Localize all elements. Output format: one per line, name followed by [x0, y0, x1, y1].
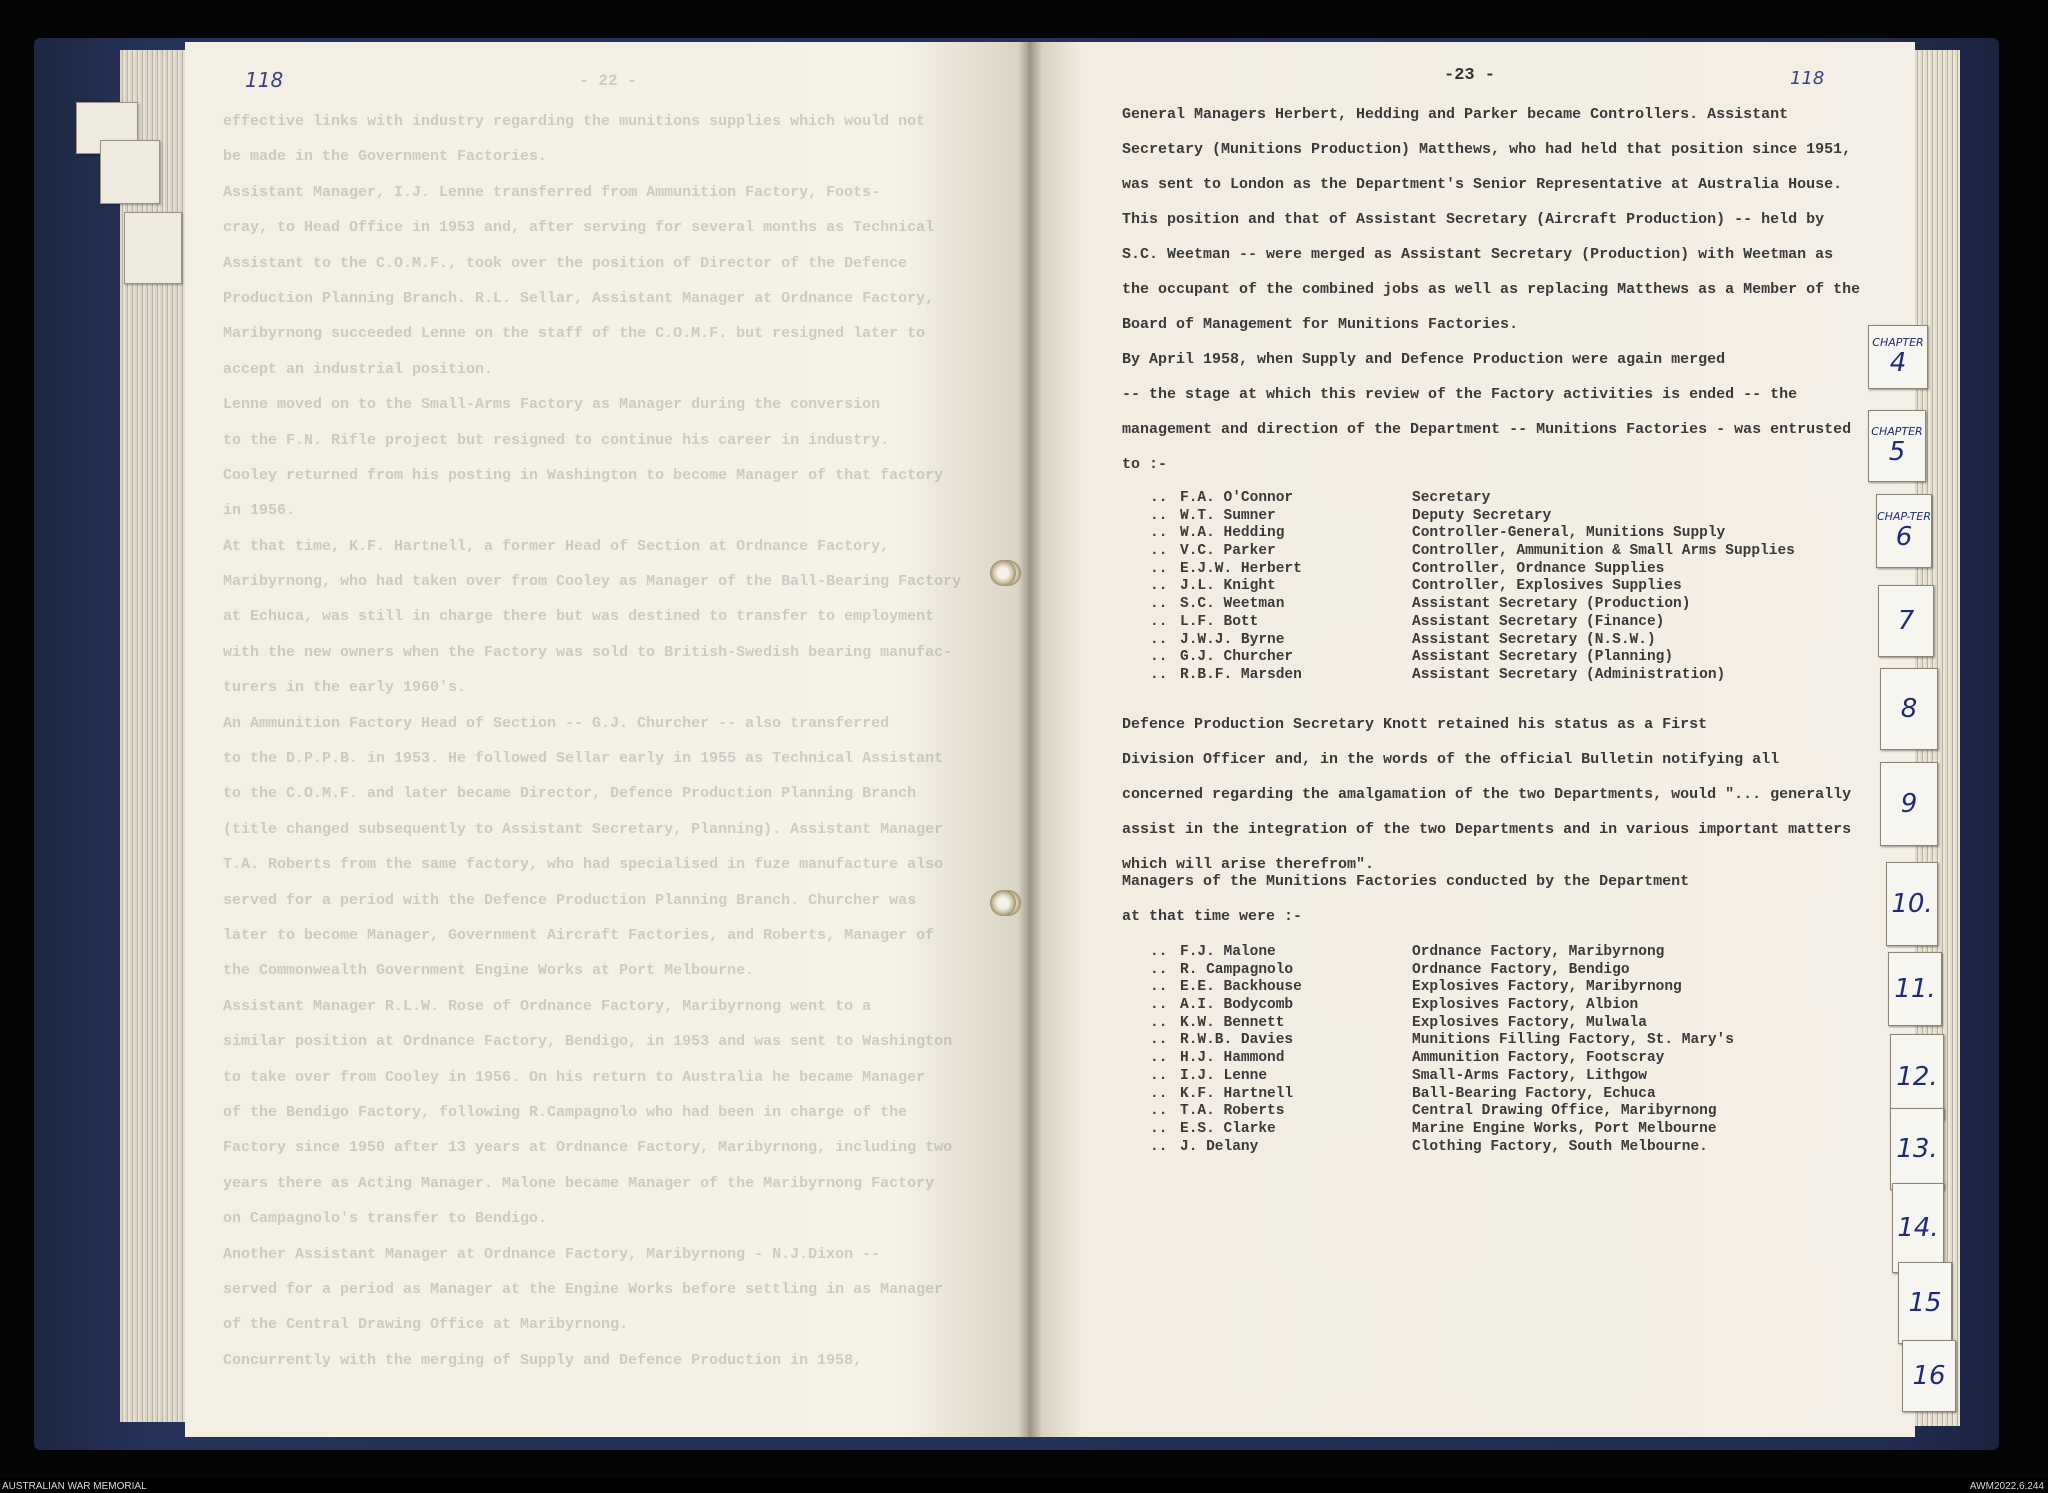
- list-item-name: I.J. Lenne: [1180, 1067, 1268, 1084]
- list-item-role: Assistant Secretary (Planning): [1412, 649, 1674, 666]
- chapter-tab-number: 13.: [1896, 1134, 1938, 1164]
- text-line: Defence Production Secretary Knott retained his status as a First: [1122, 716, 1708, 733]
- chapter-tab-number: 7: [1897, 606, 1915, 636]
- left-text-line: Maribyrnong, who had taken over from Cooley as Manager of the Ball-Bearing Factory: [223, 573, 962, 591]
- list-item-role: Explosives Factory, Mulwala: [1412, 1014, 1647, 1031]
- chapter-tab[interactable]: [1890, 1108, 1944, 1190]
- left-text-line: to take over from Cooley in 1956. On his return to Australia he became Manager: [223, 1068, 926, 1086]
- list-item-name: R.B.F. Marsden: [1180, 666, 1302, 683]
- list-item-role: Secretary: [1412, 490, 1491, 506]
- left-text-line: later to become Manager, Government Aircraft Factories, and Roberts, Manager of: [223, 926, 935, 944]
- list-item-dots: ..: [1150, 507, 1168, 524]
- list-item-name: J. Delany: [1180, 1138, 1259, 1155]
- chapter-tab[interactable]: [1898, 1262, 1952, 1344]
- chapter-tab-label: CHAPTER: [1871, 424, 1923, 438]
- list-item-role: Munitions Filling Factory, St. Mary's: [1412, 1032, 1734, 1049]
- left-text-line: in 1956.: [223, 502, 296, 520]
- list-item-name: R. Campagnolo: [1180, 961, 1294, 978]
- left-page: [185, 42, 1028, 1437]
- list-item-name: J.L. Knight: [1180, 578, 1276, 595]
- list-item-dots: ..: [1150, 596, 1168, 613]
- left-text-line: Concurrently with the merging of Supply and Defence Production in 1958,: [223, 1351, 863, 1369]
- list-item-role: Deputy Secretary: [1412, 507, 1552, 524]
- list-item-dots: ..: [1150, 944, 1168, 960]
- list-item-name: T.A. Roberts: [1180, 1103, 1285, 1120]
- list-item-dots: ..: [1150, 1085, 1168, 1102]
- list-item-dots: ..: [1150, 613, 1168, 630]
- left-page-text: [223, 72, 993, 1378]
- list-item-dots: ..: [1150, 1138, 1168, 1155]
- left-text-line: (title changed subsequently to Assistant Secretary, Planning). Assistant Manager: [223, 820, 944, 838]
- list-item-name: F.J. Malone: [1180, 944, 1276, 960]
- left-text-line: to the C.O.M.F. and later became Director, Defence Production Planning Branch: [223, 785, 917, 803]
- left-text-line: Production Planning Branch. R.L. Sellar, Assistant Manager at Ordnance Factory,: [223, 289, 935, 307]
- list-item-role: Small-Arms Factory, Lithgow: [1412, 1067, 1647, 1084]
- list-item-role: Ordnance Factory, Maribyrnong: [1412, 944, 1665, 960]
- right-page-number: -23 -: [1444, 66, 1496, 85]
- text-line: Secretary (Munitions Production) Matthews, who had held that position since 1951,: [1122, 141, 1852, 158]
- paragraph-2: [1122, 342, 1902, 482]
- footer-accession: AWM2022.6.244: [1969, 1481, 2044, 1492]
- list-item-name: H.J. Hammond: [1180, 1050, 1285, 1067]
- list-item-name: L.F. Bott: [1180, 613, 1259, 630]
- left-text-line: at Echuca, was still in charge there but was destined to transfer to employment: [223, 608, 935, 626]
- list-item-dots: ..: [1150, 979, 1168, 996]
- text-line: This position and that of Assistant Secretary (Aircraft Production) -- held by: [1122, 211, 1825, 228]
- left-text-line: turers in the early 1960's.: [223, 679, 467, 697]
- text-line: concerned regarding the amalgamation of the two Departments, would "... generally: [1122, 786, 1852, 803]
- left-page-number: - 22 -: [579, 72, 637, 90]
- left-text-line: served for a period as Manager at the Engine Works before settling in as Manager: [223, 1280, 944, 1298]
- left-text-line: effective links with industry regarding the munitions supplies which would not: [223, 113, 926, 130]
- list-item-name: E.E. Backhouse: [1180, 979, 1302, 996]
- right-page: [1028, 42, 1915, 1437]
- text-line: -- the stage at which this review of the Factory activities is ended -- the: [1122, 386, 1798, 403]
- left-text-line: to the D.P.P.B. in 1953. He followed Sellar early in 1955 as Technical Assistant: [223, 750, 944, 768]
- left-text-line: Assistant to the C.O.M.F., took over the position of Director of the Defence: [223, 254, 908, 272]
- chapter-tab-number: 16: [1912, 1361, 1946, 1391]
- list-item-role: Assistant Secretary (Finance): [1412, 613, 1665, 630]
- list-item-name: E.J.W. Herbert: [1180, 560, 1302, 577]
- text-line: the occupant of the combined jobs as well as replacing Matthews as a Member of the: [1122, 281, 1861, 298]
- chapter-tab-label: CHAPTER: [1872, 335, 1924, 349]
- left-text-line: years there as Acting Manager. Malone became Manager of the Maribyrnong Factory: [223, 1174, 935, 1192]
- left-text-line: Maribyrnong succeeded Lenne on the staff of the C.O.M.F. but resigned later to: [223, 325, 926, 343]
- left-text-line: Assistant Manager R.L.W. Rose of Ordnance Factory, Maribyrnong went to a: [223, 997, 872, 1015]
- chapter-tab[interactable]: [1876, 494, 1932, 568]
- list-item-role: Explosives Factory, Albion: [1412, 997, 1639, 1014]
- list-item-role: Clothing Factory, South Melbourne.: [1412, 1138, 1708, 1155]
- chapter-tab-number: 14.: [1897, 1213, 1939, 1243]
- list-item-name: K.F. Hartnell: [1180, 1085, 1294, 1102]
- list-item-dots: ..: [1150, 666, 1168, 683]
- text-line: which will arise therefrom".: [1122, 856, 1375, 873]
- text-line: management and direction of the Department -- Munitions Factories - was entrusted: [1122, 421, 1852, 438]
- list-item-name: W.A. Hedding: [1180, 525, 1285, 542]
- paragraph-1: [1122, 97, 1902, 342]
- text-line: S.C. Weetman -- were merged as Assistant Secretary (Production) with Weetman as: [1122, 246, 1834, 263]
- list-item-dots: ..: [1150, 578, 1168, 595]
- paragraph-4: [1122, 864, 1902, 934]
- list-item-dots: ..: [1150, 560, 1168, 577]
- list-item-role: Assistant Secretary (Administration): [1412, 666, 1726, 683]
- list-item-dots: ..: [1150, 1067, 1168, 1084]
- text-line: at that time were :-: [1122, 908, 1303, 925]
- left-text-line: with the new owners when the Factory was sold to British-Swedish bearing manufac-: [223, 643, 953, 661]
- list-item-role: Assistant Secretary (Production): [1412, 596, 1691, 613]
- chapter-tab[interactable]: [1868, 410, 1926, 482]
- text-line: was sent to London as the Department's Senior Representative at Australia House.: [1122, 176, 1843, 193]
- left-text-line: be made in the Government Factories.: [223, 148, 548, 166]
- list-item-role: Assistant Secretary (N.S.W.): [1412, 631, 1656, 648]
- binder-hole: [990, 890, 1016, 916]
- list-item-name: A.I. Bodycomb: [1180, 997, 1294, 1014]
- chapter-tab-label: CHAP-TER: [1877, 509, 1931, 523]
- left-margin-mark: 118: [245, 68, 284, 92]
- list-item-dots: ..: [1150, 1050, 1168, 1067]
- book-gutter: [1018, 42, 1042, 1437]
- text-line: General Managers Herbert, Hedding and Parker became Controllers. Assistant: [1122, 106, 1789, 123]
- list-item-dots: ..: [1150, 1120, 1168, 1137]
- list-item-role: Explosives Factory, Maribyrnong: [1412, 979, 1682, 996]
- binder-hole: [990, 560, 1016, 586]
- left-text-line: Assistant Manager, I.J. Lenne transferred from Ammunition Factory, Foots-: [223, 183, 881, 201]
- chapter-tab[interactable]: [1880, 762, 1938, 846]
- chapter-tab[interactable]: [1878, 585, 1934, 657]
- list-item-name: G.J. Churcher: [1180, 649, 1294, 666]
- list-item-role: Central Drawing Office, Maribyrnong: [1412, 1103, 1717, 1120]
- chapter-tab-number: 8: [1900, 694, 1918, 724]
- left-text-line: of the Bendigo Factory, following R.Campagnolo who had been in charge of the: [223, 1103, 908, 1121]
- left-text-line: Another Assistant Manager at Ordnance Factory, Maribyrnong - N.J.Dixon --: [223, 1245, 881, 1263]
- left-text-line: similar position at Ordnance Factory, Bendigo, in 1953 and was sent to Washington: [223, 1033, 953, 1051]
- list-item-name: K.W. Bennett: [1180, 1014, 1285, 1031]
- chapter-tab[interactable]: [1868, 325, 1928, 389]
- chapter-tab[interactable]: [1888, 952, 1942, 1026]
- left-text-line: An Ammunition Factory Head of Section -- G.J. Churcher -- also transferred: [223, 714, 890, 732]
- list-item-dots: ..: [1150, 525, 1168, 542]
- text-line: Division Officer and, in the words of the official Bulletin notifying all: [1122, 751, 1780, 768]
- list-item-dots: ..: [1150, 490, 1168, 506]
- left-text-line: T.A. Roberts from the same factory, who had specialised in fuze manufacture also: [223, 856, 944, 874]
- list-item-dots: ..: [1150, 997, 1168, 1014]
- list-item-role: Controller, Ordnance Supplies: [1412, 560, 1665, 577]
- chapter-tab-number: 9: [1900, 789, 1918, 819]
- list-item-role: Ordnance Factory, Bendigo: [1412, 961, 1630, 978]
- left-text-line: cray, to Head Office in 1953 and, after serving for several months as Technical: [223, 219, 935, 237]
- left-text-line: on Campagnolo's transfer to Bendigo.: [223, 1210, 548, 1228]
- text-line: By April 1958, when Supply and Defence Production were again merged: [1122, 351, 1726, 368]
- list-item-dots: ..: [1150, 1103, 1168, 1120]
- list-item-dots: ..: [1150, 631, 1168, 648]
- left-index-tab: [100, 140, 160, 204]
- left-text-line: served for a period with the Defence Production Planning Branch. Churcher was: [223, 891, 917, 909]
- list-item-name: V.C. Parker: [1180, 543, 1276, 560]
- text-line: assist in the integration of the two Departments and in various important matters: [1122, 821, 1852, 838]
- list-item-name: E.S. Clarke: [1180, 1120, 1276, 1137]
- chapter-tab-number: 6: [1895, 521, 1913, 552]
- chapter-tab-number: 4: [1889, 347, 1907, 378]
- list-item-role: Ball-Bearing Factory, Echuca: [1412, 1085, 1656, 1102]
- chapter-tab-number: 15: [1908, 1288, 1942, 1318]
- list-item-name: J.W.J. Byrne: [1180, 631, 1285, 648]
- left-text-line: to the F.N. Rifle project but resigned to continue his career in industry.: [223, 431, 890, 449]
- chapter-tab[interactable]: [1902, 1340, 1956, 1412]
- left-text-line: Lenne moved on to the Small-Arms Factory as Manager during the conversion: [223, 396, 881, 414]
- right-margin-mark: 118: [1790, 68, 1825, 89]
- list-item-role: Controller, Explosives Supplies: [1412, 578, 1682, 595]
- list-item-name: F.A. O'Connor: [1180, 490, 1294, 506]
- left-text-line: accept an industrial position.: [223, 360, 494, 378]
- list-item-name: R.W.B. Davies: [1180, 1032, 1294, 1049]
- list-item-role: Marine Engine Works, Port Melbourne: [1412, 1120, 1717, 1137]
- footer-credit: AUSTRALIAN WAR MEMORIAL: [2, 1481, 147, 1492]
- chapter-tab[interactable]: [1892, 1183, 1944, 1273]
- list-item-name: W.T. Sumner: [1180, 507, 1276, 524]
- list-item-dots: ..: [1150, 543, 1168, 560]
- left-text-line: Factory since 1950 after 13 years at Ordnance Factory, Maribyrnong, including two: [223, 1139, 953, 1157]
- list-item-dots: ..: [1150, 649, 1168, 666]
- list-item-role: Controller-General, Munitions Supply: [1412, 525, 1726, 542]
- list-item-dots: ..: [1150, 1014, 1168, 1031]
- chapter-tab[interactable]: [1886, 862, 1938, 946]
- left-text-line: of the Central Drawing Office at Maribyrnong.: [223, 1316, 629, 1334]
- text-line: Board of Management for Munitions Factories.: [1122, 316, 1519, 333]
- left-index-tab: [124, 212, 182, 284]
- chapter-tab-number: 11.: [1894, 974, 1936, 1004]
- list-item-dots: ..: [1150, 961, 1168, 978]
- left-text-line: At that time, K.F. Hartnell, a former Head of Section at Ordnance Factory,: [223, 537, 890, 555]
- text-line: Managers of the Munitions Factories conducted by the Department: [1122, 873, 1690, 890]
- list-item-role: Ammunition Factory, Footscray: [1412, 1050, 1665, 1067]
- chapter-tab-number: 12.: [1896, 1062, 1938, 1092]
- chapter-tab[interactable]: [1880, 668, 1938, 750]
- chapter-tab-number: 10.: [1891, 889, 1933, 919]
- list-item-dots: ..: [1150, 1032, 1168, 1049]
- text-line: to :-: [1122, 456, 1168, 473]
- chapter-tab-number: 5: [1888, 436, 1906, 467]
- list-item-name: S.C. Weetman: [1180, 596, 1285, 613]
- left-text-line: Cooley returned from his posting in Washington to become Manager of that factory: [223, 466, 944, 484]
- paragraph-3: [1122, 707, 1902, 882]
- left-text-line: the Commonwealth Government Engine Works at Port Melbourne.: [223, 962, 755, 980]
- list-item-role: Controller, Ammunition & Small Arms Supplies: [1412, 543, 1795, 560]
